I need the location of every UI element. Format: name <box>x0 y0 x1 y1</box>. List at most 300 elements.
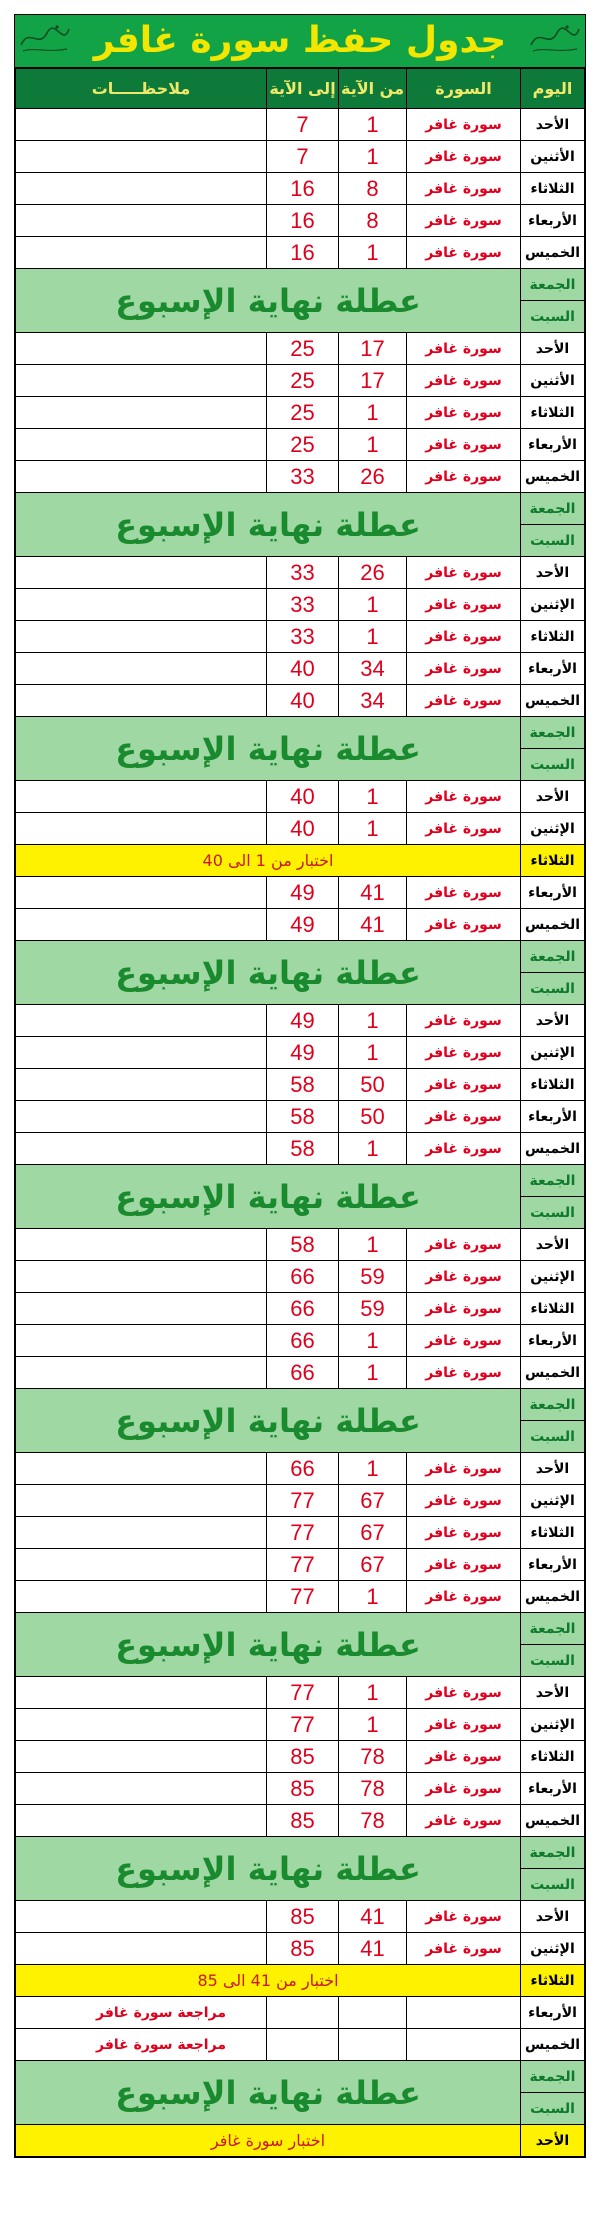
surah-cell: سورة غافر <box>407 1517 521 1549</box>
notes-cell[interactable] <box>16 1901 267 1933</box>
from-ayah-cell: 41 <box>339 1933 407 1965</box>
day-cell: الخميس <box>521 685 585 717</box>
table-row <box>16 653 585 685</box>
table-row <box>16 1933 585 1965</box>
to-ayah-cell: 16 <box>267 205 339 237</box>
surah-cell: سورة غافر <box>407 1773 521 1805</box>
notes-cell[interactable] <box>16 461 267 493</box>
table-row <box>16 1357 585 1389</box>
day-cell: الخميس <box>521 1805 585 1837</box>
header-row <box>16 69 585 109</box>
header-day: اليوم <box>521 69 585 109</box>
weekend-day-saturday: السبت <box>521 1869 585 1901</box>
from-ayah-cell: 1 <box>339 1325 407 1357</box>
title-bar <box>15 15 585 68</box>
header-to-ayah: إلى الآية <box>267 69 339 109</box>
schedule-sheet <box>14 14 586 2158</box>
table-row <box>16 781 585 813</box>
day-cell: الخميس <box>521 909 585 941</box>
to-ayah-cell: 77 <box>267 1517 339 1549</box>
exam-row <box>16 2125 585 2157</box>
day-cell: الأربعاء <box>521 877 585 909</box>
to-ayah-cell: 49 <box>267 909 339 941</box>
from-ayah-cell: 1 <box>339 141 407 173</box>
from-ayah-cell: 78 <box>339 1741 407 1773</box>
schedule-table <box>15 68 585 2157</box>
logo-right <box>527 19 583 57</box>
review-row <box>16 2029 585 2061</box>
surah-cell: سورة غافر <box>407 1805 521 1837</box>
notes-cell[interactable] <box>16 1069 267 1101</box>
to-ayah-cell: 77 <box>267 1677 339 1709</box>
table-row <box>16 1677 585 1709</box>
from-ayah-cell: 67 <box>339 1517 407 1549</box>
exam-message: اختبار من 1 الى 40 <box>16 845 521 877</box>
surah-cell: سورة غافر <box>407 1101 521 1133</box>
table-row <box>16 1485 585 1517</box>
weekend-day-friday: الجمعة <box>521 269 585 301</box>
to-ayah-cell: 85 <box>267 1933 339 1965</box>
table-row <box>16 1517 585 1549</box>
to-ayah-cell: 7 <box>267 109 339 141</box>
notes-cell[interactable] <box>16 1229 267 1261</box>
from-ayah-cell: 59 <box>339 1293 407 1325</box>
surah-cell: سورة غافر <box>407 237 521 269</box>
day-cell: الثلاثاء <box>521 1741 585 1773</box>
surah-cell: سورة غافر <box>407 1901 521 1933</box>
header-notes: ملاحظـــــات <box>16 69 267 109</box>
notes-cell[interactable] <box>16 1485 267 1517</box>
weekend-message: عطلة نهاية الإسبوع <box>16 717 521 781</box>
notes-cell[interactable] <box>16 685 267 717</box>
day-cell: الثلاثاء <box>521 1293 585 1325</box>
from-ayah-cell: 1 <box>339 1037 407 1069</box>
notes-cell[interactable] <box>16 1741 267 1773</box>
surah-cell: سورة غافر <box>407 1581 521 1613</box>
table-row <box>16 173 585 205</box>
to-ayah-cell: 25 <box>267 333 339 365</box>
to-ayah-cell: 40 <box>267 685 339 717</box>
notes-cell[interactable] <box>16 365 267 397</box>
surah-cell: سورة غافر <box>407 1325 521 1357</box>
to-ayah-cell: 85 <box>267 1901 339 1933</box>
table-row <box>16 1773 585 1805</box>
weekend-message: عطلة نهاية الإسبوع <box>16 1165 521 1229</box>
day-cell: الأربعاء <box>521 1549 585 1581</box>
notes-cell[interactable] <box>16 909 267 941</box>
from-ayah-cell: 1 <box>339 1453 407 1485</box>
weekend-row <box>16 1389 585 1421</box>
surah-cell: سورة غافر <box>407 141 521 173</box>
from-ayah-cell: 8 <box>339 205 407 237</box>
weekend-message: عطلة نهاية الإسبوع <box>16 1389 521 1453</box>
schedule-body <box>16 109 585 2157</box>
notes-cell[interactable] <box>16 813 267 845</box>
from-ayah-cell: 1 <box>339 1357 407 1389</box>
notes-cell[interactable] <box>16 781 267 813</box>
table-row <box>16 1805 585 1837</box>
table-row <box>16 1101 585 1133</box>
day-cell: الأربعاء <box>521 205 585 237</box>
weekend-day-friday: الجمعة <box>521 717 585 749</box>
surah-cell: سورة غافر <box>407 461 521 493</box>
notes-cell[interactable] <box>16 173 267 205</box>
day-cell: الأربعاء <box>521 1101 585 1133</box>
notes-cell[interactable] <box>16 877 267 909</box>
to-ayah-cell-empty <box>267 1997 339 2029</box>
surah-cell: سورة غافر <box>407 557 521 589</box>
notes-cell[interactable] <box>16 1709 267 1741</box>
surah-cell: سورة غافر <box>407 813 521 845</box>
table-row <box>16 909 585 941</box>
surah-cell: سورة غافر <box>407 685 521 717</box>
weekend-day-friday: الجمعة <box>521 493 585 525</box>
to-ayah-cell: 40 <box>267 781 339 813</box>
to-ayah-cell: 85 <box>267 1773 339 1805</box>
surah-cell: سورة غافر <box>407 621 521 653</box>
to-ayah-cell: 77 <box>267 1485 339 1517</box>
to-ayah-cell: 85 <box>267 1805 339 1837</box>
day-cell: الإثنين <box>521 1261 585 1293</box>
notes-cell[interactable] <box>16 1325 267 1357</box>
from-ayah-cell: 1 <box>339 781 407 813</box>
day-cell: الأحد <box>521 1901 585 1933</box>
day-cell: الخميس <box>521 2029 585 2061</box>
surah-cell-empty <box>407 2029 521 2061</box>
to-ayah-cell: 7 <box>267 141 339 173</box>
to-ayah-cell: 85 <box>267 1741 339 1773</box>
day-cell: الإثنين <box>521 1485 585 1517</box>
surah-cell: سورة غافر <box>407 1261 521 1293</box>
surah-cell: سورة غافر <box>407 1293 521 1325</box>
surah-cell: سورة غافر <box>407 109 521 141</box>
notes-cell[interactable] <box>16 1101 267 1133</box>
day-cell: الإثنين <box>521 1709 585 1741</box>
day-cell: الإثنين <box>521 1037 585 1069</box>
to-ayah-cell: 16 <box>267 173 339 205</box>
day-cell: الخميس <box>521 461 585 493</box>
table-row <box>16 621 585 653</box>
weekend-message: عطلة نهاية الإسبوع <box>16 493 521 557</box>
surah-cell: سورة غافر <box>407 909 521 941</box>
notes-cell[interactable] <box>16 141 267 173</box>
to-ayah-cell: 40 <box>267 813 339 845</box>
table-row <box>16 813 585 845</box>
exam-message: اختبار سورة غافر <box>16 2125 521 2157</box>
notes-cell[interactable] <box>16 1517 267 1549</box>
table-row <box>16 1581 585 1613</box>
notes-cell[interactable] <box>16 1357 267 1389</box>
table-row <box>16 877 585 909</box>
surah-cell: سورة غافر <box>407 877 521 909</box>
weekend-row <box>16 1613 585 1645</box>
from-ayah-cell: 26 <box>339 461 407 493</box>
weekend-row <box>16 269 585 301</box>
table-row <box>16 1325 585 1357</box>
surah-cell: سورة غافر <box>407 781 521 813</box>
from-ayah-cell: 1 <box>339 813 407 845</box>
from-ayah-cell: 78 <box>339 1773 407 1805</box>
day-cell: الأحد <box>521 333 585 365</box>
to-ayah-cell: 58 <box>267 1133 339 1165</box>
from-ayah-cell: 34 <box>339 653 407 685</box>
exam-day-cell: الثلاثاء <box>521 1965 585 1997</box>
notes-cell[interactable] <box>16 237 267 269</box>
from-ayah-cell: 1 <box>339 429 407 461</box>
to-ayah-cell: 16 <box>267 237 339 269</box>
table-row <box>16 109 585 141</box>
from-ayah-cell: 17 <box>339 365 407 397</box>
day-cell: الثلاثاء <box>521 1069 585 1101</box>
weekend-row <box>16 493 585 525</box>
from-ayah-cell-empty <box>339 2029 407 2061</box>
to-ayah-cell: 66 <box>267 1325 339 1357</box>
exam-message: اختبار من 41 الى 85 <box>16 1965 521 1997</box>
table-row <box>16 1133 585 1165</box>
notes-cell[interactable] <box>16 1805 267 1837</box>
notes-cell[interactable] <box>16 589 267 621</box>
surah-cell: سورة غافر <box>407 1549 521 1581</box>
surah-cell: سورة غافر <box>407 1677 521 1709</box>
day-cell: الأربعاء <box>521 429 585 461</box>
weekend-message: عطلة نهاية الإسبوع <box>16 269 521 333</box>
surah-cell-empty <box>407 1997 521 2029</box>
surah-cell: سورة غافر <box>407 589 521 621</box>
weekend-day-saturday: السبت <box>521 1197 585 1229</box>
surah-cell: سورة غافر <box>407 429 521 461</box>
header-surah: السورة <box>407 69 521 109</box>
surah-cell: سورة غافر <box>407 1933 521 1965</box>
from-ayah-cell: 1 <box>339 109 407 141</box>
weekend-day-saturday: السبت <box>521 301 585 333</box>
surah-cell: سورة غافر <box>407 1709 521 1741</box>
exam-day-cell: الثلاثاء <box>521 845 585 877</box>
day-cell: الأربعاء <box>521 1997 585 2029</box>
notes-cell[interactable] <box>16 1037 267 1069</box>
surah-cell: سورة غافر <box>407 1453 521 1485</box>
exam-row <box>16 1965 585 1997</box>
weekend-day-saturday: السبت <box>521 2093 585 2125</box>
to-ayah-cell: 49 <box>267 1005 339 1037</box>
from-ayah-cell: 1 <box>339 589 407 621</box>
table-row <box>16 557 585 589</box>
day-cell: الخميس <box>521 1581 585 1613</box>
table-row <box>16 1709 585 1741</box>
exam-row <box>16 845 585 877</box>
table-row <box>16 1549 585 1581</box>
day-cell: الخميس <box>521 237 585 269</box>
from-ayah-cell: 8 <box>339 173 407 205</box>
to-ayah-cell: 25 <box>267 397 339 429</box>
weekend-row <box>16 717 585 749</box>
to-ayah-cell: 49 <box>267 1037 339 1069</box>
from-ayah-cell: 41 <box>339 1901 407 1933</box>
day-cell: الأحد <box>521 781 585 813</box>
notes-cell[interactable] <box>16 653 267 685</box>
day-cell: الأثنين <box>521 365 585 397</box>
notes-cell[interactable] <box>16 1677 267 1709</box>
weekend-day-friday: الجمعة <box>521 941 585 973</box>
from-ayah-cell: 41 <box>339 909 407 941</box>
to-ayah-cell: 25 <box>267 365 339 397</box>
weekend-day-friday: الجمعة <box>521 1613 585 1645</box>
to-ayah-cell: 58 <box>267 1069 339 1101</box>
exam-day-cell: الأحد <box>521 2125 585 2157</box>
weekend-row <box>16 1165 585 1197</box>
table-row <box>16 685 585 717</box>
day-cell: الخميس <box>521 1133 585 1165</box>
surah-cell: سورة غافر <box>407 205 521 237</box>
to-ayah-cell-empty <box>267 2029 339 2061</box>
header-from-ayah: من الآية <box>339 69 407 109</box>
weekend-day-friday: الجمعة <box>521 2061 585 2093</box>
surah-cell: سورة غافر <box>407 1485 521 1517</box>
weekend-day-friday: الجمعة <box>521 1389 585 1421</box>
from-ayah-cell: 1 <box>339 1677 407 1709</box>
day-cell: الأحد <box>521 1229 585 1261</box>
notes-cell[interactable] <box>16 397 267 429</box>
to-ayah-cell: 40 <box>267 653 339 685</box>
day-cell: الثلاثاء <box>521 1517 585 1549</box>
surah-cell: سورة غافر <box>407 173 521 205</box>
from-ayah-cell: 1 <box>339 1581 407 1613</box>
weekend-message: عطلة نهاية الإسبوع <box>16 1837 521 1901</box>
table-row <box>16 1261 585 1293</box>
table-row <box>16 205 585 237</box>
table-row <box>16 1453 585 1485</box>
surah-cell: سورة غافر <box>407 1037 521 1069</box>
notes-cell[interactable] <box>16 1453 267 1485</box>
from-ayah-cell: 50 <box>339 1069 407 1101</box>
to-ayah-cell: 33 <box>267 621 339 653</box>
from-ayah-cell: 1 <box>339 1709 407 1741</box>
table-row <box>16 1741 585 1773</box>
logo-right-graphic <box>527 19 583 57</box>
weekend-day-friday: الجمعة <box>521 1165 585 1197</box>
to-ayah-cell: 58 <box>267 1101 339 1133</box>
from-ayah-cell: 17 <box>339 333 407 365</box>
day-cell: الأحد <box>521 1005 585 1037</box>
table-row <box>16 461 585 493</box>
notes-cell[interactable] <box>16 1581 267 1613</box>
table-row <box>16 333 585 365</box>
day-cell: الأحد <box>521 1677 585 1709</box>
weekend-row <box>16 941 585 973</box>
notes-cell[interactable] <box>16 1261 267 1293</box>
surah-cell: سورة غافر <box>407 365 521 397</box>
logo-left <box>17 19 73 57</box>
day-cell: الإثنين <box>521 1933 585 1965</box>
table-row <box>16 1037 585 1069</box>
surah-cell: سورة غافر <box>407 1005 521 1037</box>
from-ayah-cell-empty <box>339 1997 407 2029</box>
from-ayah-cell: 1 <box>339 237 407 269</box>
notes-cell[interactable] <box>16 1293 267 1325</box>
table-row <box>16 1229 585 1261</box>
table-row <box>16 237 585 269</box>
from-ayah-cell: 1 <box>339 1005 407 1037</box>
day-cell: الأحد <box>521 557 585 589</box>
surah-cell: سورة غافر <box>407 397 521 429</box>
weekend-day-saturday: السبت <box>521 749 585 781</box>
from-ayah-cell: 59 <box>339 1261 407 1293</box>
to-ayah-cell: 66 <box>267 1293 339 1325</box>
to-ayah-cell: 58 <box>267 1229 339 1261</box>
notes-cell[interactable] <box>16 1005 267 1037</box>
from-ayah-cell: 67 <box>339 1549 407 1581</box>
day-cell: الأحد <box>521 109 585 141</box>
review-message: مراجعة سورة غافر <box>16 2029 267 2061</box>
table-row <box>16 397 585 429</box>
review-message: مراجعة سورة غافر <box>16 1997 267 2029</box>
to-ayah-cell: 49 <box>267 877 339 909</box>
day-cell: الأحد <box>521 1453 585 1485</box>
from-ayah-cell: 1 <box>339 1229 407 1261</box>
logo-left-graphic <box>17 19 73 57</box>
from-ayah-cell: 78 <box>339 1805 407 1837</box>
notes-cell[interactable] <box>16 109 267 141</box>
table-row <box>16 1069 585 1101</box>
surah-cell: سورة غافر <box>407 653 521 685</box>
from-ayah-cell: 1 <box>339 397 407 429</box>
to-ayah-cell: 33 <box>267 461 339 493</box>
surah-cell: سورة غافر <box>407 1229 521 1261</box>
weekend-message: عطلة نهاية الإسبوع <box>16 941 521 1005</box>
from-ayah-cell: 41 <box>339 877 407 909</box>
surah-cell: سورة غافر <box>407 333 521 365</box>
table-row <box>16 429 585 461</box>
notes-cell[interactable] <box>16 205 267 237</box>
notes-cell[interactable] <box>16 1773 267 1805</box>
weekend-day-friday: الجمعة <box>521 1837 585 1869</box>
from-ayah-cell: 34 <box>339 685 407 717</box>
table-row <box>16 589 585 621</box>
table-row <box>16 1901 585 1933</box>
notes-cell[interactable] <box>16 1549 267 1581</box>
to-ayah-cell: 77 <box>267 1581 339 1613</box>
day-cell: الخميس <box>521 1357 585 1389</box>
notes-cell[interactable] <box>16 1933 267 1965</box>
day-cell: الإثنين <box>521 813 585 845</box>
weekend-row <box>16 1837 585 1869</box>
day-cell: الثلاثاء <box>521 173 585 205</box>
weekend-day-saturday: السبت <box>521 525 585 557</box>
to-ayah-cell: 66 <box>267 1357 339 1389</box>
day-cell: الأربعاء <box>521 653 585 685</box>
surah-cell: سورة غافر <box>407 1133 521 1165</box>
surah-cell: سورة غافر <box>407 1741 521 1773</box>
day-cell: الأثنين <box>521 141 585 173</box>
table-row <box>16 365 585 397</box>
notes-cell[interactable] <box>16 1133 267 1165</box>
day-cell: الأربعاء <box>521 1325 585 1357</box>
notes-cell[interactable] <box>16 429 267 461</box>
from-ayah-cell: 1 <box>339 1133 407 1165</box>
surah-cell: سورة غافر <box>407 1357 521 1389</box>
to-ayah-cell: 66 <box>267 1261 339 1293</box>
to-ayah-cell: 25 <box>267 429 339 461</box>
to-ayah-cell: 33 <box>267 557 339 589</box>
page-title: جدول حفظ سورة غافر <box>93 20 507 61</box>
notes-cell[interactable] <box>16 621 267 653</box>
notes-cell[interactable] <box>16 557 267 589</box>
from-ayah-cell: 1 <box>339 621 407 653</box>
weekend-day-saturday: السبت <box>521 1421 585 1453</box>
notes-cell[interactable] <box>16 333 267 365</box>
from-ayah-cell: 26 <box>339 557 407 589</box>
table-row <box>16 1005 585 1037</box>
day-cell: الثلاثاء <box>521 621 585 653</box>
